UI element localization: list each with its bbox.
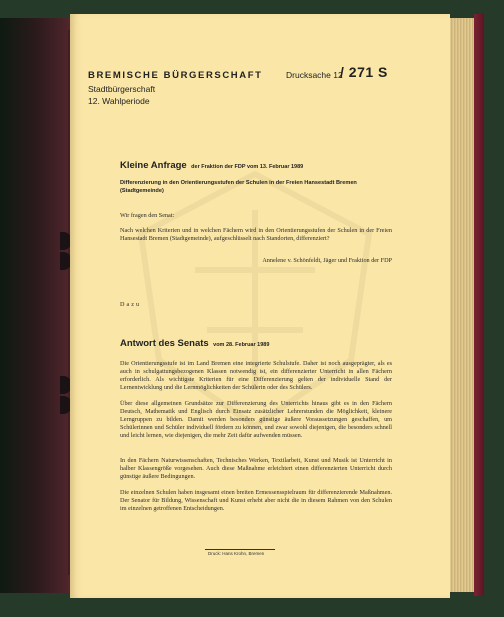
imprint-rule bbox=[205, 549, 275, 550]
anfrage-heading-suffix: der Fraktion der FDP vom 13. Februar 1989 bbox=[191, 164, 304, 170]
antwort-heading bbox=[120, 333, 269, 351]
legislative-period: 12. Wahlperiode bbox=[88, 96, 150, 106]
antwort-paragraph: In den Fächern Naturwissenschaften, Technisches Werken, Textilarbeit, Kunst und Musik ist Unterricht in halber Klassengröße vorgesehen. Auch diese Maßnahme erleichtert einen differenzierten Unterricht durch günstige äußere Bedingungen. bbox=[120, 457, 392, 480]
anfrage-heading bbox=[120, 155, 303, 173]
antwort-heading-main: Antwort des Senats bbox=[120, 338, 209, 349]
dazu-label: Dazu bbox=[120, 301, 142, 308]
drucksache-number: / 271 S bbox=[340, 64, 388, 80]
anfrage-heading-main: Kleine Anfrage bbox=[120, 160, 187, 171]
antwort-paragraph: Über diese allgemeinen Grundsätze zur Differenzierung des Unterrichts hinaus gibt es in den Fächern Deutsch, Mathematik und Englisch durch Einsatz zusätzlicher Lehrerstunden die Möglichkeit, kleinere Lerngruppen zu bilden. Damit werden besonders günstige äußere Voraussetzungen geschaffen, um Schülerinnen und Schüler individuell fördern zu können, und zwar sowohl diejenigen, die besonders schnell und leicht lernen, wie diejenigen, die mehr Zeit dafür aufwenden müssen. bbox=[120, 400, 392, 439]
anfrage-signature: Annelene v. Schönfeldt, Jäger und Fraktion der FDP bbox=[262, 257, 392, 264]
anfrage-question: Nach welchen Kriterien und in welchen Fächern wird in den Orientierungsstufen der Schulen in der Freien Hansestadt Bremen (Stadtgemeinde), aufgeschlüsselt nach Standorten, differenziert? bbox=[120, 227, 392, 242]
antwort-paragraph: Die einzelnen Schulen haben insgesamt einen breiten Ermessensspielraum für differenzierende Maßnahmen. Der Senator für Bildung, Wissenschaft und Kunst erhebt aber nicht die in diesem Rahmen von den Schulen im einzelnen getroffenen Entscheidungen. bbox=[120, 489, 392, 512]
antwort-heading-suffix: vom 28. Februar 1989 bbox=[213, 342, 270, 348]
parliament-title: BREMISCHE BÜRGERSCHAFT bbox=[88, 70, 263, 81]
anfrage-subject: Differenzierung in den Orientierungsstufen der Schulen in der Freien Hansestadt Bremen (Stadtgemeinde) bbox=[120, 180, 357, 194]
printer-imprint: Druck: Hans Krohn, Bremen bbox=[208, 551, 265, 556]
drucksache-label: Drucksache 12 bbox=[286, 70, 343, 80]
antwort-paragraph: Die Orientierungsstufe ist im Land Bremen eine integrierte Schulstufe. Daher ist noch ausgeprägter, als es auch in schulgattungsbezogenen Klassen notwendig ist, ein differenzierter Unterricht in allen Fächern erforderlich. Als wichtigste Kriterien für eine Differenzierung gelten der individuelle Stand der Lernentwicklung und die Lernmöglichkeiten der Schülerin oder des Schülers. bbox=[120, 360, 392, 391]
parliament-subtitle: Stadtbürgerschaft bbox=[88, 84, 156, 94]
anfrage-intro: Wir fragen den Senat: bbox=[120, 212, 175, 219]
book-back-cover bbox=[474, 14, 484, 596]
